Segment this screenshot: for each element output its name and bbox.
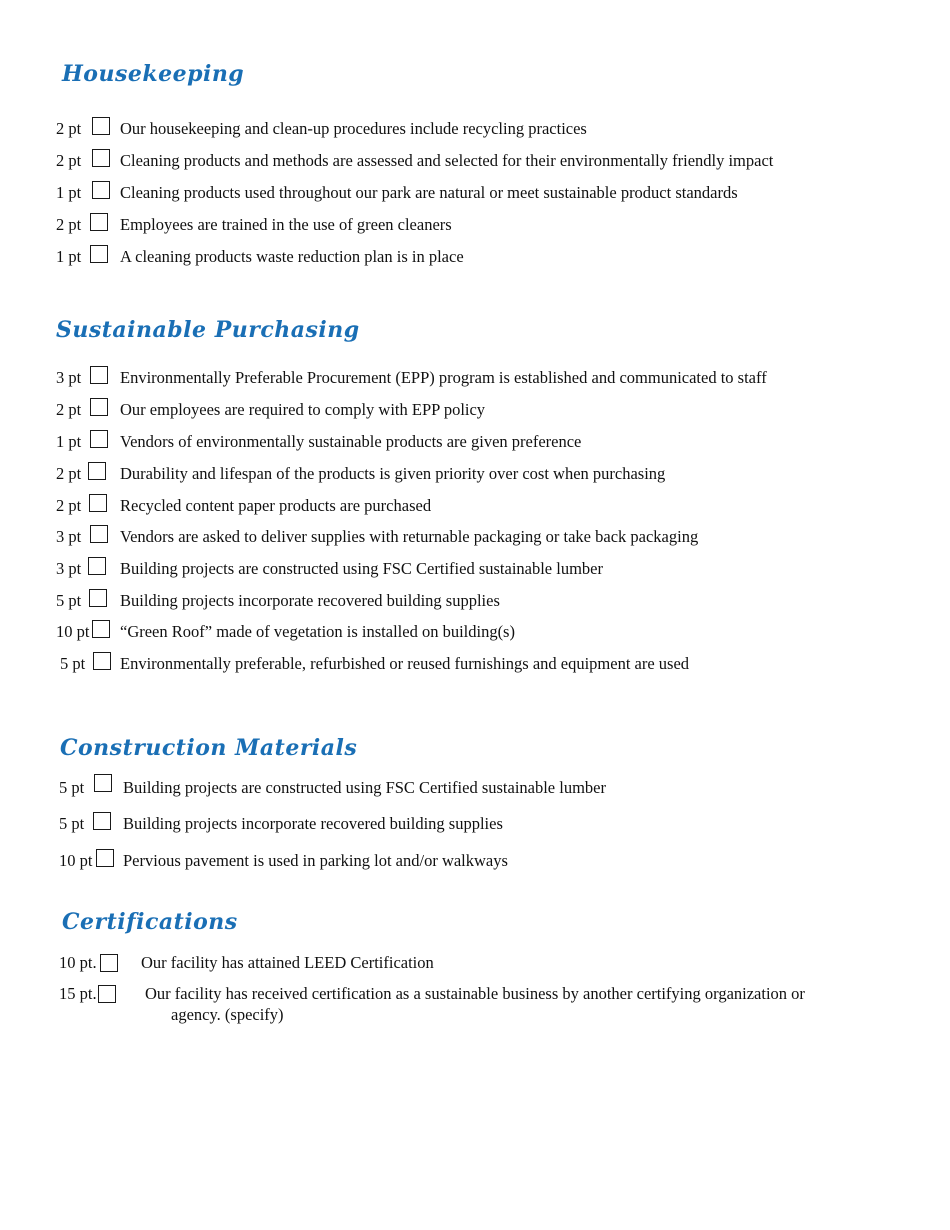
points-label: 2 pt xyxy=(56,119,82,138)
checkbox[interactable] xyxy=(90,525,108,543)
item-text: Building projects are constructed using FSC Certified sustainable lumber xyxy=(123,778,606,797)
item-text: Pervious pavement is used in parking lot and/or walkways xyxy=(123,851,508,870)
points-label: 3 pt xyxy=(56,559,82,578)
points-label: 3 pt xyxy=(56,527,82,546)
checkbox[interactable] xyxy=(93,652,111,670)
checkbox[interactable] xyxy=(90,213,108,231)
section-title-housekeeping: Housekeeping xyxy=(62,61,245,87)
checkbox[interactable] xyxy=(94,774,112,792)
points-label: 1 pt xyxy=(56,247,82,266)
checkbox[interactable] xyxy=(88,557,106,575)
points-label: 5 pt xyxy=(59,778,85,797)
checkbox[interactable] xyxy=(92,620,110,638)
item-text: Recycled content paper products are purchased xyxy=(120,496,432,515)
checkbox[interactable] xyxy=(96,849,114,867)
item-text: Environmentally Preferable Procurement (EPP) program is established and communicated to staff xyxy=(120,368,767,387)
checkbox[interactable] xyxy=(90,245,108,263)
item-text: Vendors of environmentally sustainable products are given preference xyxy=(120,432,582,451)
checkbox[interactable] xyxy=(92,181,110,199)
points-label: 1 pt xyxy=(56,432,82,451)
points-label: 10 pt xyxy=(56,622,90,641)
points-label: 3 pt xyxy=(56,368,82,387)
item-text: Cleaning products used throughout our park are natural or meet sustainable product standards xyxy=(120,183,738,202)
item-text: Our employees are required to comply with EPP policy xyxy=(120,400,486,419)
points-label: 2 pt xyxy=(56,496,82,515)
item-text: “Green Roof” made of vegetation is installed on building(s) xyxy=(120,622,515,641)
item-text: Cleaning products and methods are assessed and selected for their environmentally friendly impact xyxy=(120,151,774,170)
points-label: 10 pt xyxy=(59,851,93,870)
points-label: 10 pt. xyxy=(59,953,97,972)
item-text: Environmentally preferable, refurbished or reused furnishings and equipment are used xyxy=(120,654,690,673)
item-text: A cleaning products waste reduction plan is in place xyxy=(120,247,464,266)
checkbox[interactable] xyxy=(90,430,108,448)
checkbox[interactable] xyxy=(100,954,118,972)
checkbox[interactable] xyxy=(92,149,110,167)
points-label: 1 pt xyxy=(56,183,82,202)
section-title-construction-materials: Construction Materials xyxy=(60,735,358,761)
checkbox[interactable] xyxy=(88,462,106,480)
item-text: Our housekeeping and clean-up procedures include recycling practices xyxy=(120,119,587,138)
points-label: 5 pt xyxy=(56,591,82,610)
item-text-continuation: agency. (specify) xyxy=(171,1005,284,1024)
checkbox[interactable] xyxy=(89,589,107,607)
points-label: 5 pt xyxy=(59,814,85,833)
item-text: Our facility has attained LEED Certification xyxy=(141,953,434,972)
checkbox[interactable] xyxy=(90,398,108,416)
points-label: 2 pt xyxy=(56,151,82,170)
points-label: 5 pt xyxy=(60,654,86,673)
section-title-sustainable-purchasing: Sustainable Purchasing xyxy=(56,317,360,343)
checkbox[interactable] xyxy=(93,812,111,830)
item-text: Building projects incorporate recovered building supplies xyxy=(120,591,500,610)
item-text: Employees are trained in the use of green cleaners xyxy=(120,215,452,234)
item-text: Building projects are constructed using FSC Certified sustainable lumber xyxy=(120,559,603,578)
checkbox[interactable] xyxy=(98,985,116,1003)
points-label: 2 pt xyxy=(56,400,82,419)
points-label: 2 pt xyxy=(56,464,82,483)
item-text: Vendors are asked to deliver supplies with returnable packaging or take back packaging xyxy=(120,527,699,546)
checkbox[interactable] xyxy=(90,366,108,384)
points-label: 2 pt xyxy=(56,215,82,234)
item-text: Building projects incorporate recovered building supplies xyxy=(123,814,503,833)
points-label: 15 pt. xyxy=(59,984,97,1003)
item-text: Our facility has received certification as a sustainable business by another certifying organization or xyxy=(145,984,805,1003)
section-title-certifications: Certifications xyxy=(62,909,238,935)
checkbox[interactable] xyxy=(92,117,110,135)
item-text: Durability and lifespan of the products is given priority over cost when purchasing xyxy=(120,464,666,483)
checkbox[interactable] xyxy=(89,494,107,512)
